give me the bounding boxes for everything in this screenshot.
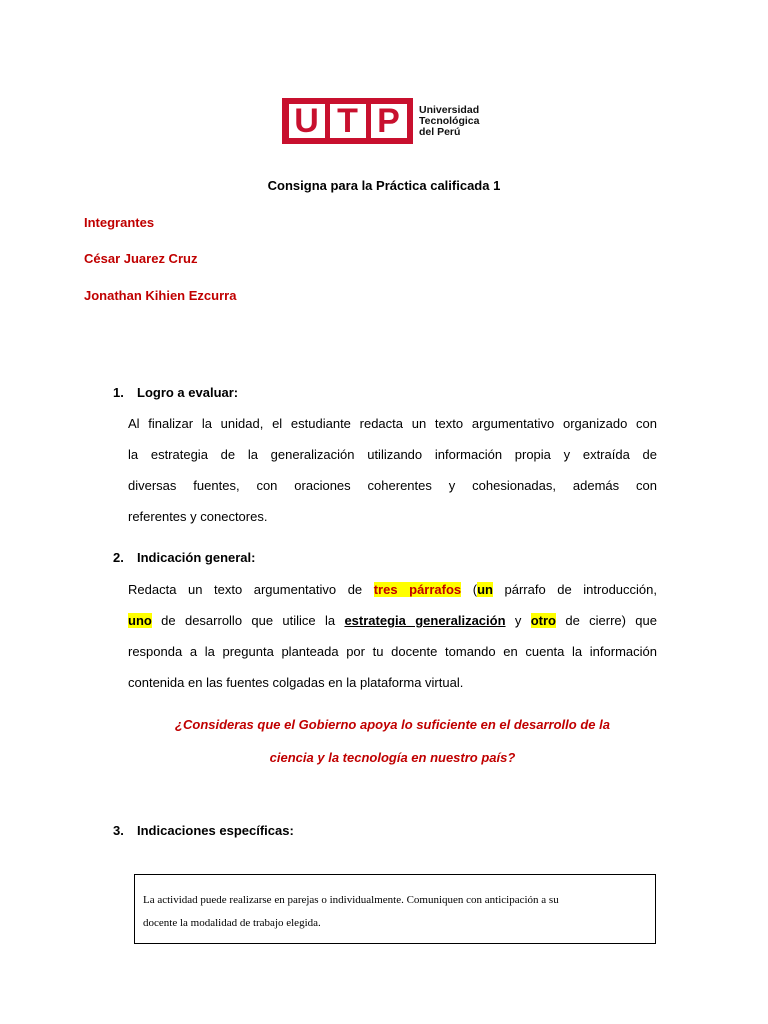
- section-body-logro: [128, 408, 657, 532]
- paragraph-line: responda a la pregunta planteada por tu docente tomando en cuenta la información: [128, 644, 657, 659]
- logo-text-line: del Perú: [419, 125, 461, 138]
- logo-mark: [282, 98, 413, 144]
- section-heading-especificas: [113, 823, 294, 838]
- logo-text-line: Tecnológica: [419, 114, 480, 127]
- highlight-tres-parrafos: tres párrafos: [373, 582, 462, 597]
- paragraph-line: diversas fuentes, con oraciones coherentes y cohesionadas, además con: [128, 478, 657, 493]
- paragraph-line: [128, 574, 657, 605]
- section-number: 3.: [113, 823, 124, 838]
- paragraph-line: [128, 605, 657, 636]
- member-name: Jonathan Kihien Ezcurra: [84, 288, 237, 303]
- members-label: Integrantes: [84, 215, 155, 230]
- highlight-uno: uno: [128, 613, 152, 628]
- document-title: Consigna para la Práctica calificada 1: [267, 178, 501, 193]
- paragraph-line: contenida en las fuentes colgadas en la plataforma virtual.: [128, 675, 464, 690]
- paragraph-line: la estrategia de la generalización utilizando información propia y extraída de: [128, 447, 657, 462]
- instructions-box: [134, 874, 656, 944]
- highlight-un: un: [477, 582, 493, 597]
- highlight-otro: otro: [530, 613, 556, 628]
- box-line: docente la modalidad de trabajo elegida.: [143, 917, 321, 929]
- text-run: de cierre) que: [556, 613, 657, 628]
- member-name: César Juarez Cruz: [84, 251, 198, 266]
- question-line: ciencia y la tecnología en nuestro país?: [269, 750, 516, 765]
- section-number: 2.: [113, 550, 124, 565]
- text-run: de desarrollo que utilice la: [151, 613, 345, 628]
- text-run: y: [505, 613, 531, 628]
- section-heading-logro: [113, 385, 238, 400]
- logo-letter-u: U: [289, 104, 325, 138]
- text-run: Redacta un texto argumentativo de: [128, 582, 374, 597]
- guiding-question: [128, 708, 657, 774]
- logo-letter-t: T: [330, 104, 366, 138]
- text-run: párrafo de introducción,: [492, 582, 657, 597]
- paragraph-line: referentes y conectores.: [128, 509, 268, 524]
- section-title: Logro a evaluar:: [137, 385, 239, 400]
- section-heading-indicacion: [113, 550, 255, 565]
- utp-logo: [282, 98, 479, 144]
- section-title: Indicaciones específicas:: [137, 823, 294, 838]
- section-number: 1.: [113, 385, 124, 400]
- box-line: La actividad puede realizarse en parejas o individualmente. Comuniquen con anticipación a su: [143, 894, 559, 906]
- underlined-estrategia: estrategia generalización: [344, 613, 506, 628]
- logo-letter-p: P: [371, 104, 407, 138]
- section-title: Indicación general:: [137, 550, 256, 565]
- logo-text: [419, 105, 479, 138]
- question-line: ¿Consideras que el Gobierno apoya lo suficiente en el desarrollo de la: [175, 717, 610, 732]
- text-run: (: [461, 582, 478, 597]
- paragraph-line: Al finalizar la unidad, el estudiante redacta un texto argumentativo organizado con: [128, 416, 657, 431]
- logo-text-line: Universidad: [419, 103, 480, 116]
- section-body-indicacion: [128, 574, 657, 698]
